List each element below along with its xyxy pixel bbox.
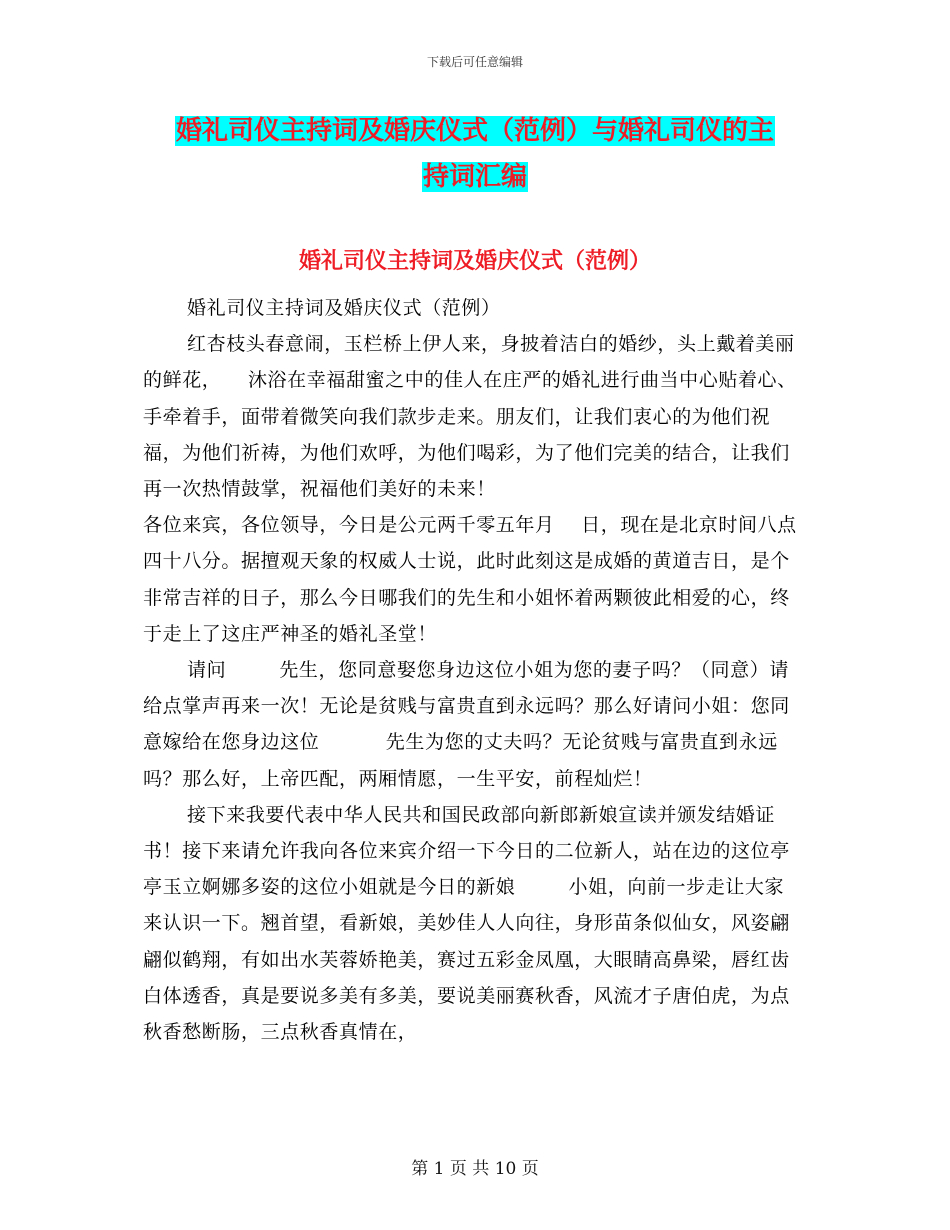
document-title <box>0 108 950 200</box>
body-paragraph: 接下来我要代表中华人民共和国民政部向新郎新娘宣读并颁发结婚证书！接下来请允许我向各位来宾介绍一下今日的二位新人，站在边的这位亭亭玉立婀娜多姿的这位小姐就是今日的新娘 小姐，向前一步走让大家来认识一下。翘首望，看新娘，美妙佳人人向往，身形苗条似仙女，风姿翩翩似鹤翔，有如出水芙蓉娇艳美，赛过五彩金凤凰，大眼睛高鼻梁，唇红齿白体透香，真是要说多美有多美，要说美丽赛秋香，风流才子唐伯虎，为点秋香愁断肠，三点秋香真情在， <box>143 803 790 1044</box>
body-paragraph-heading: 婚礼司仪主持词及婚庆仪式（范例） <box>187 297 501 319</box>
body-paragraph: 请问 先生，您同意娶您身边这位小姐为您的妻子吗？（同意）请给点掌声再来一次！无论是贫贱与富贵直到永远吗？那么好请问小姐：您同意嫁给在您身边这位 先生为您的丈夫吗？无论贫贱与富贵直到永远吗？那么好，上帝匹配，两厢情愿，一生平安，前程灿烂！ <box>143 659 790 790</box>
body-paragraph: 红杏枝头春意闹，玉栏桥上伊人来，身披着洁白的婚纱，头上戴着美丽的鲜花， 沐浴在幸福甜蜜之中的佳人在庄严的婚礼进行曲当中心贴着心、手牵着手，面带着微笑向我们款步走来。朋友们，让我们衷心的为他们祝福，为他们祈祷，为他们欢呼，为他们喝彩，为了他们完美的结合，让我们再一次热情鼓掌，祝福他们美好的未来！ <box>143 333 797 501</box>
document-body <box>143 290 803 1050</box>
document-title-line2: 持词汇编 <box>422 162 527 192</box>
page-header-note: 下载后可任意编辑 <box>426 55 523 69</box>
page-footer: 第 1 页 共 10 页 <box>411 1159 539 1179</box>
document-title-line1: 婚礼司仪主持词及婚庆仪式（范例）与婚礼司仪的主 <box>175 116 774 146</box>
body-paragraph: 各位来宾，各位领导，今日是公元两千零五年月 日，现在是北京时间八点四十八分。据擅观天象的权威人士说，此时此刻这是成婚的黄道吉日，是个非常吉祥的日子，那么今日哪我们的先生和小姐怀着两颗彼此相爱的心，终于走上了这庄严神圣的婚礼圣堂！ <box>143 514 797 645</box>
section-title: 婚礼司仪主持词及婚庆仪式（范例） <box>298 249 651 274</box>
